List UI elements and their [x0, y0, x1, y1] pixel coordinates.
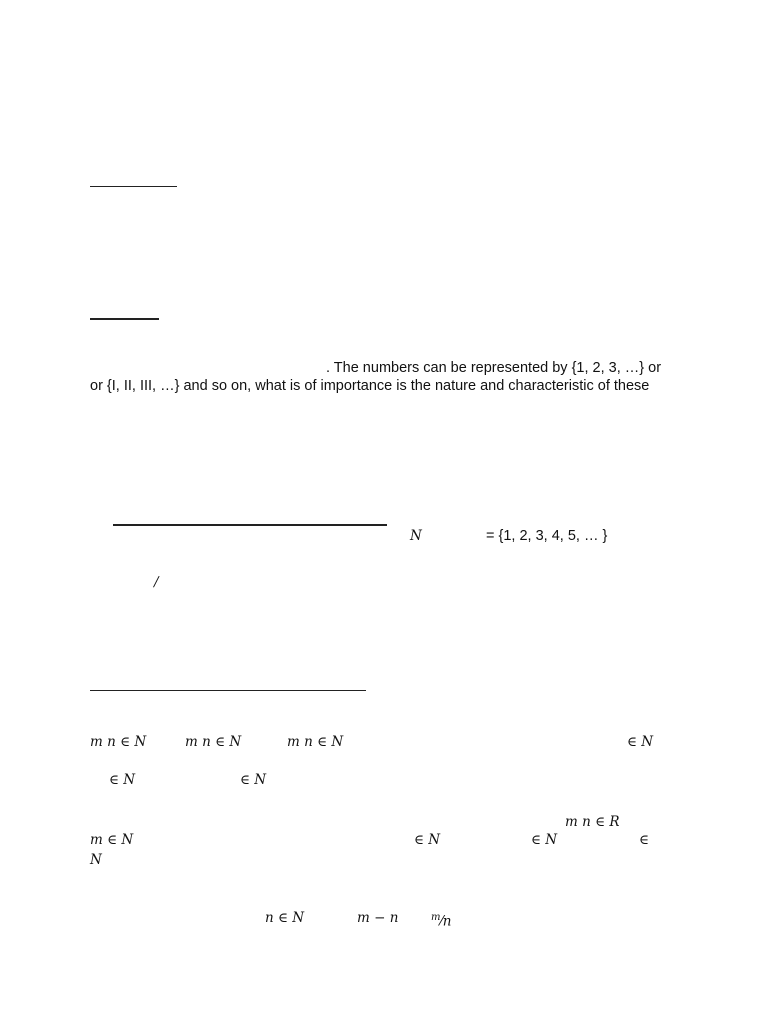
- membership-expr-3: m ∈ N: [90, 832, 134, 848]
- membership-expr-2: ∈ N: [240, 772, 267, 788]
- membership-expr-5: ∈ N: [531, 832, 558, 848]
- closure-expr-1: m n ∈ N: [90, 734, 147, 750]
- closure-expr-3: m n ∈ N: [287, 734, 344, 750]
- quotient-slash: ⁄: [440, 913, 443, 930]
- membership-expr-6: n ∈ N: [265, 910, 305, 926]
- heading-underline-2: [90, 318, 159, 320]
- element-of-symbol: ∈: [639, 832, 649, 848]
- quotient-denominator: n: [442, 913, 452, 930]
- quotient-expr: [431, 909, 451, 931]
- natural-numbers-symbol: N: [410, 528, 422, 544]
- natural-numbers-set: = {1, 2, 3, 4, 5, … }: [486, 528, 608, 544]
- membership-expr-4: ∈ N: [414, 832, 441, 848]
- closure-expr-2: m n ∈ N: [185, 734, 242, 750]
- definition-underline: [113, 524, 387, 526]
- slash-symbol: ∕: [154, 574, 159, 590]
- heading-underline-1: [90, 186, 177, 187]
- properties-underline: [90, 690, 366, 691]
- difference-expr: m − n: [357, 910, 399, 926]
- intro-line-2: or {I, II, III, …} and so on, what is of importance is the nature and characteristic of these: [90, 378, 650, 394]
- quotient-numerator: m: [431, 912, 441, 923]
- natural-set-symbol: N: [90, 852, 102, 868]
- closure-expr-4: ∈ N: [627, 734, 654, 750]
- membership-expr-1: ∈ N: [109, 772, 136, 788]
- intro-line-1: . The numbers can be represented by {1, 2, 3, …} or: [326, 360, 662, 376]
- real-membership-expr: m n ∈ R: [565, 814, 620, 830]
